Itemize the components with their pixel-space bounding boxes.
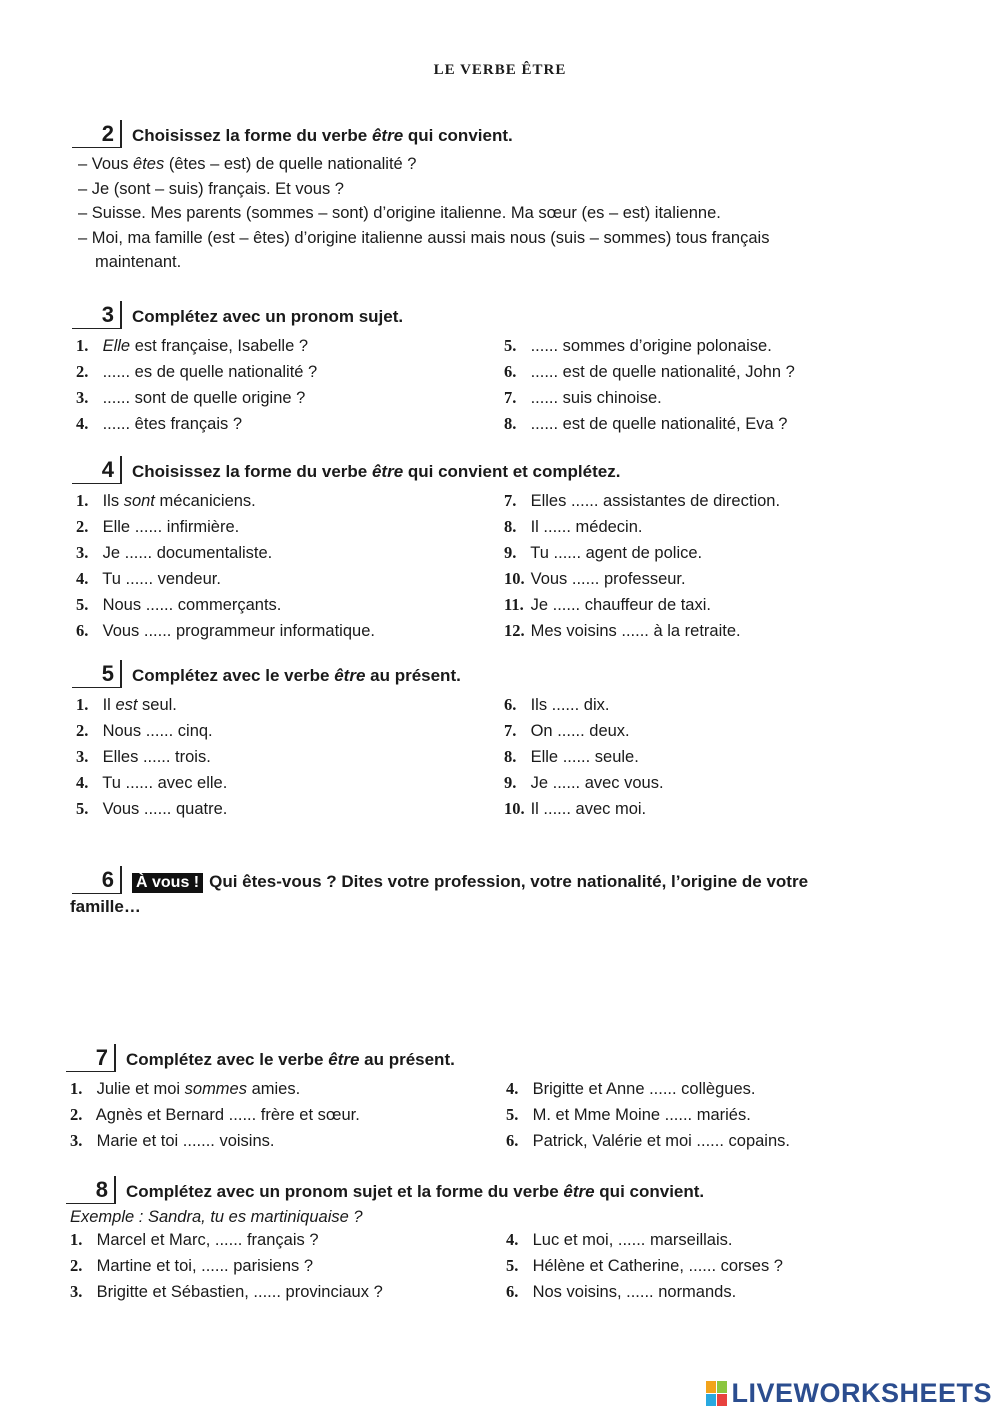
list-item: 8. ...... est de quelle nationalité, Eva ? <box>504 414 788 433</box>
divider <box>120 456 122 484</box>
exercise-instruction: Choisissez la forme du verbe être qui convient et complétez. <box>132 462 621 481</box>
exercise-4 <box>72 454 952 644</box>
divider <box>120 866 122 894</box>
list-item: 10. Vous ...... professeur. <box>504 569 686 588</box>
list-item: 3. Brigitte et Sébastien, ...... provinciaux ? <box>70 1282 383 1301</box>
divider <box>114 1176 116 1204</box>
divider <box>120 660 122 688</box>
list-item: 6. Vous ...... programmeur informatique. <box>76 621 375 640</box>
list-item: 5. Nous ...... commerçants. <box>76 595 282 614</box>
exercise-3 <box>72 299 952 437</box>
list-item: 1. Il est seul. <box>76 695 177 714</box>
list-item: 6. Ils ...... dix. <box>504 695 610 714</box>
exercise-5 <box>72 658 952 822</box>
exercise-number: 7 <box>66 1045 114 1072</box>
list-item: 4. Brigitte et Anne ...... collègues. <box>506 1079 756 1098</box>
list-item: 11. Je ...... chauffeur de taxi. <box>504 595 711 614</box>
list-item: 7. ...... suis chinoise. <box>504 388 662 407</box>
list-item: 7. Elles ...... assistantes de direction. <box>504 491 781 510</box>
liveworksheets-logo <box>706 1378 992 1409</box>
list-item: 9. Tu ...... agent de police. <box>504 543 703 562</box>
list-item: 2. ...... es de quelle nationalité ? <box>76 362 318 381</box>
exercise-instruction: Choisissez la forme du verbe être qui convient. <box>132 126 513 145</box>
list-item: 5. Vous ...... quatre. <box>76 799 228 818</box>
dialogue: – Vous êtes (êtes – est) de quelle nationalité ? – Je (sont – suis) français. Et vous ? – Suisse. Mes parents (sommes – sont) d’origine italienne. Ma sœur (es – est) italienne. – Moi, ma famille (est – êtes) d’origine italienne aussi mais nous (suis – sommes) tous français maintenant. <box>78 155 770 271</box>
list-item: 3. Marie et toi ....... voisins. <box>70 1131 275 1150</box>
divider <box>120 301 122 329</box>
list-item: 8. Elle ...... seule. <box>504 747 639 766</box>
list-item: 7. On ...... deux. <box>504 721 630 740</box>
list-item: 5. M. et Mme Moine ...... mariés. <box>506 1105 751 1124</box>
list-item: 3. ...... sont de quelle origine ? <box>76 388 306 407</box>
list-item: 6. ...... est de quelle nationalité, John ? <box>504 362 795 381</box>
exercise-instruction: Complétez avec le verbe être au présent. <box>132 666 461 685</box>
exercise-number: 8 <box>66 1177 114 1204</box>
list-item: 3. Elles ...... trois. <box>76 747 211 766</box>
list-item: 4. Luc et moi, ...... marseillais. <box>506 1230 733 1249</box>
logo-text: LIVEWORKSHEETS <box>731 1378 992 1408</box>
exercise-number: 2 <box>72 121 120 148</box>
list-item: 1. Ils sont mécaniciens. <box>76 491 256 510</box>
list-item: 2. Nous ...... cinq. <box>76 721 213 740</box>
exercise-number: 6 <box>72 867 120 894</box>
exercise-instruction: Complétez avec le verbe être au présent. <box>126 1050 455 1069</box>
exercise-6 <box>72 864 952 920</box>
exercise-instruction-continued: famille… <box>70 897 141 916</box>
list-item: 2. Martine et toi, ...... parisiens ? <box>70 1256 314 1275</box>
list-item: 5. Hélène et Catherine, ...... corses ? <box>506 1256 783 1275</box>
exercise-number: 3 <box>72 302 120 329</box>
list-item: 2. Agnès et Bernard ...... frère et sœur. <box>70 1105 360 1124</box>
divider <box>120 120 122 148</box>
list-item: 4. ...... êtes français ? <box>76 414 242 433</box>
list-item: 5. ...... sommes d’origine polonaise. <box>504 336 772 355</box>
divider <box>114 1044 116 1072</box>
list-item: 6. Patrick, Valérie et moi ...... copains. <box>506 1131 790 1150</box>
list-item: 3. Je ...... documentaliste. <box>76 543 273 562</box>
exercise-2 <box>72 118 952 275</box>
example-line: Exemple : Sandra, tu es martiniquaise ? <box>70 1208 363 1226</box>
list-item: 1. Marcel et Marc, ...... français ? <box>70 1230 319 1249</box>
list-item: 4. Tu ...... vendeur. <box>76 569 221 588</box>
exercise-instruction: Complétez avec un pronom sujet et la forme du verbe être qui convient. <box>126 1182 705 1201</box>
page-title: LE VERBE ÊTRE <box>433 62 567 78</box>
exercise-instruction: À vous ! Qui êtes-vous ? Dites votre profession, votre nationalité, l’origine de votre <box>132 871 808 894</box>
list-item: 10. Il ...... avec moi. <box>504 799 647 818</box>
list-item: 12. Mes voisins ...... à la retraite. <box>504 621 741 640</box>
list-item: 9. Je ...... avec vous. <box>504 773 664 792</box>
list-item: 6. Nos voisins, ...... normands. <box>506 1282 737 1301</box>
list-item: 4. Tu ...... avec elle. <box>76 773 228 792</box>
a-vous-badge: À vous ! <box>132 873 203 893</box>
list-item: 1. Elle est française, Isabelle ? <box>76 336 309 355</box>
exercise-8 <box>66 1174 946 1305</box>
list-item: 8. Il ...... médecin. <box>504 517 643 536</box>
exercise-instruction: Complétez avec un pronom sujet. <box>132 307 404 326</box>
list-item: 2. Elle ...... infirmière. <box>76 517 240 536</box>
list-item: 1. Julie et moi sommes amies. <box>70 1079 301 1098</box>
exercise-7 <box>66 1042 946 1154</box>
logo-squares-icon <box>706 1381 727 1406</box>
exercise-number: 4 <box>72 457 120 484</box>
exercise-number: 5 <box>72 661 120 688</box>
